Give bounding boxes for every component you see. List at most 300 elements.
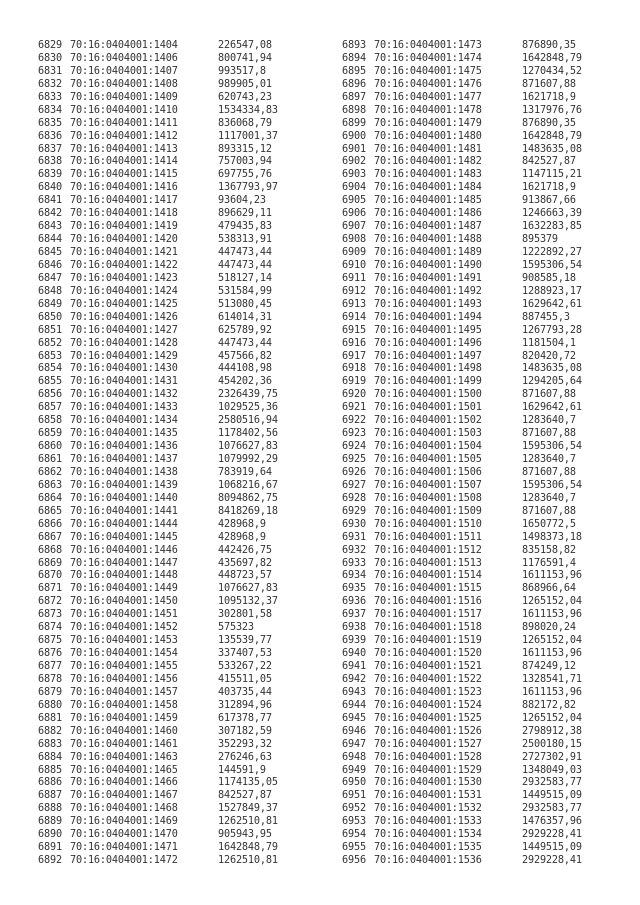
table-row [342, 415, 582, 428]
cadastral-value: 415511,05 [218, 673, 272, 685]
cadastral-number: 70:16:0404001:1431 [70, 376, 178, 388]
row-number: 6858 [38, 415, 62, 427]
row-number: 6872 [38, 596, 62, 608]
cadastral-value: 337407,53 [218, 648, 272, 660]
cadastral-number: 70:16:0404001:1438 [70, 466, 178, 478]
table-row [38, 480, 278, 493]
cadastral-value: 454202,36 [218, 376, 272, 388]
table-row [342, 777, 582, 790]
table-row [38, 583, 278, 596]
cadastral-value: 876890,35 [522, 117, 576, 129]
cadastral-number: 70:16:0404001:1419 [70, 221, 178, 233]
table-row [342, 105, 582, 118]
row-number: 6937 [342, 609, 366, 621]
table-row [38, 739, 278, 752]
cadastral-number: 70:16:0404001:1473 [374, 40, 482, 51]
table-row [38, 506, 278, 519]
cadastral-number: 70:16:0404001:1468 [70, 803, 178, 815]
cadastral-number: 70:16:0404001:1423 [70, 272, 178, 284]
table-row [38, 363, 278, 376]
row-number: 6895 [342, 65, 366, 77]
cadastral-value: 1076627,83 [218, 583, 278, 595]
row-number: 6864 [38, 492, 62, 504]
cadastral-value: 993517,8 [218, 65, 266, 77]
table-row [38, 519, 278, 532]
table-row [342, 700, 582, 713]
cadastral-value: 783919,64 [218, 466, 272, 478]
cadastral-value: 2932583,77 [522, 803, 582, 815]
cadastral-value: 2727302,91 [522, 751, 582, 763]
cadastral-value: 1328541,71 [522, 673, 582, 685]
cadastral-value: 1068216,67 [218, 479, 278, 491]
cadastral-number: 70:16:0404001:1500 [374, 389, 482, 401]
table-row [342, 40, 582, 53]
table-row [38, 221, 278, 234]
table-row [342, 855, 582, 868]
cadastral-number: 70:16:0404001:1506 [374, 466, 482, 478]
row-number: 6890 [38, 829, 62, 841]
row-number: 6839 [38, 169, 62, 181]
cadastral-value: 513080,45 [218, 298, 272, 310]
row-number: 6901 [342, 143, 366, 155]
cadastral-value: 538313,91 [218, 234, 272, 246]
row-number: 6873 [38, 609, 62, 621]
row-number: 6883 [38, 738, 62, 750]
cadastral-value: 1642848,79 [522, 130, 582, 142]
table-row [342, 713, 582, 726]
table-row [342, 609, 582, 622]
cadastral-number: 70:16:0404001:1424 [70, 285, 178, 297]
cadastral-value: 1595306,54 [522, 441, 582, 453]
row-number: 6868 [38, 544, 62, 556]
row-number: 6854 [38, 363, 62, 375]
table-row [342, 635, 582, 648]
cadastral-number: 70:16:0404001:1434 [70, 415, 178, 427]
cadastral-value: 1283640,7 [522, 415, 576, 427]
cadastral-value: 1095132,37 [218, 596, 278, 608]
row-number: 6856 [38, 389, 62, 401]
row-number: 6954 [342, 829, 366, 841]
cadastral-number: 70:16:0404001:1490 [374, 259, 482, 271]
cadastral-value: 908585,18 [522, 272, 576, 284]
cadastral-number: 70:16:0404001:1477 [374, 91, 482, 103]
cadastral-number: 70:16:0404001:1406 [70, 52, 178, 64]
cadastral-value: 871607,88 [522, 78, 576, 90]
cadastral-number: 70:16:0404001:1486 [374, 208, 482, 220]
cadastral-number: 70:16:0404001:1505 [374, 454, 482, 465]
cadastral-value: 479435,83 [218, 221, 272, 233]
cadastral-value: 1267793,28 [522, 324, 582, 336]
table-row [38, 441, 278, 454]
cadastral-number: 70:16:0404001:1516 [374, 596, 482, 608]
row-number: 6935 [342, 583, 366, 595]
cadastral-number: 70:16:0404001:1492 [374, 285, 482, 297]
cadastral-value: 1265152,04 [522, 635, 582, 647]
cadastral-value: 1449515,09 [522, 842, 582, 854]
row-number: 6863 [38, 479, 62, 491]
cadastral-number: 70:16:0404001:1452 [70, 622, 178, 634]
row-number: 6909 [342, 247, 366, 258]
row-number: 6843 [38, 221, 62, 233]
row-number: 6861 [38, 454, 62, 465]
cadastral-value: 575323 [218, 622, 254, 634]
table-row [342, 674, 582, 687]
cadastral-number: 70:16:0404001:1410 [70, 104, 178, 116]
cadastral-value: 1483635,08 [522, 363, 582, 375]
cadastral-value: 614014,31 [218, 311, 272, 323]
cadastral-number: 70:16:0404001:1445 [70, 531, 178, 543]
cadastral-number: 70:16:0404001:1420 [70, 234, 178, 246]
cadastral-number: 70:16:0404001:1496 [374, 337, 482, 349]
cadastral-value: 868966,64 [522, 583, 576, 595]
cadastral-number: 70:16:0404001:1510 [374, 518, 482, 530]
row-number: 6855 [38, 376, 62, 388]
cadastral-number: 70:16:0404001:1408 [70, 78, 178, 90]
row-number: 6876 [38, 648, 62, 660]
cadastral-value: 533267,22 [218, 661, 272, 672]
cadastral-value: 447473,44 [218, 247, 272, 258]
table-row [342, 53, 582, 66]
row-number: 6848 [38, 285, 62, 297]
row-number: 6923 [342, 428, 366, 440]
cadastral-value: 1483635,08 [522, 143, 582, 155]
cadastral-number: 70:16:0404001:1484 [374, 182, 482, 194]
table-row [38, 726, 278, 739]
table-row [342, 351, 582, 364]
row-number: 6907 [342, 221, 366, 233]
cadastral-value: 1029525,36 [218, 402, 278, 414]
row-number: 6892 [38, 855, 62, 867]
row-number: 6938 [342, 622, 366, 634]
cadastral-value: 1611153,96 [522, 609, 582, 621]
cadastral-number: 70:16:0404001:1528 [374, 751, 482, 763]
cadastral-number: 70:16:0404001:1529 [374, 764, 482, 776]
row-number: 6933 [342, 557, 366, 569]
cadastral-value: 1629642,61 [522, 298, 582, 310]
cadastral-value: 2929228,41 [522, 829, 582, 841]
row-number: 6955 [342, 842, 366, 854]
cadastral-value: 444108,98 [218, 363, 272, 375]
cadastral-number: 70:16:0404001:1526 [374, 725, 482, 737]
cadastral-value: 905943,95 [218, 829, 272, 841]
row-number: 6926 [342, 466, 366, 478]
row-number: 6930 [342, 518, 366, 530]
table-row [342, 519, 582, 532]
row-number: 6833 [38, 91, 62, 103]
cadastral-value: 428968,9 [218, 531, 266, 543]
table-row [38, 402, 278, 415]
row-number: 6829 [38, 40, 62, 51]
cadastral-number: 70:16:0404001:1524 [374, 699, 482, 711]
cadastral-number: 70:16:0404001:1461 [70, 738, 178, 750]
cadastral-value: 276246,63 [218, 751, 272, 763]
cadastral-number: 70:16:0404001:1475 [374, 65, 482, 77]
cadastral-value: 1476357,96 [522, 816, 582, 828]
cadastral-value: 1367793,97 [218, 182, 278, 194]
cadastral-number: 70:16:0404001:1433 [70, 402, 178, 414]
row-number: 6841 [38, 195, 62, 207]
cadastral-number: 70:16:0404001:1416 [70, 182, 178, 194]
cadastral-number: 70:16:0404001:1507 [374, 479, 482, 491]
row-number: 6922 [342, 415, 366, 427]
cadastral-value: 93604,23 [218, 195, 266, 207]
cadastral-value: 226547,08 [218, 40, 272, 51]
row-number: 6850 [38, 311, 62, 323]
cadastral-value: 1181504,1 [522, 337, 576, 349]
row-number: 6904 [342, 182, 366, 194]
table-row [38, 53, 278, 66]
cadastral-value: 144591,9 [218, 764, 266, 776]
cadastral-value: 871607,88 [522, 389, 576, 401]
cadastral-number: 70:16:0404001:1411 [70, 117, 178, 129]
table-row [342, 816, 582, 829]
table-row [342, 428, 582, 441]
row-number: 6953 [342, 816, 366, 828]
row-number: 6847 [38, 272, 62, 284]
cadastral-value: 871607,88 [522, 428, 576, 440]
cadastral-value: 1265152,04 [522, 712, 582, 724]
table-row [342, 532, 582, 545]
table-row [342, 79, 582, 92]
row-number: 6893 [342, 40, 366, 51]
cadastral-number: 70:16:0404001:1531 [374, 790, 482, 802]
cadastral-value: 1632283,85 [522, 221, 582, 233]
row-number: 6887 [38, 790, 62, 802]
row-number: 6884 [38, 751, 62, 763]
cadastral-value: 893315,12 [218, 143, 272, 155]
row-number: 6947 [342, 738, 366, 750]
cadastral-value: 2798912,38 [522, 725, 582, 737]
table-row [38, 713, 278, 726]
cadastral-number: 70:16:0404001:1515 [374, 583, 482, 595]
cadastral-value: 1076627,83 [218, 441, 278, 453]
table-row [38, 92, 278, 105]
cadastral-value: 876890,35 [522, 40, 576, 51]
row-number: 6830 [38, 52, 62, 64]
table-row [38, 66, 278, 79]
table-row [38, 454, 278, 467]
cadastral-value: 448723,57 [218, 570, 272, 582]
cadastral-number: 70:16:0404001:1530 [374, 777, 482, 789]
table-row [342, 480, 582, 493]
table-row [38, 765, 278, 778]
table-row [38, 286, 278, 299]
cadastral-number: 70:16:0404001:1481 [374, 143, 482, 155]
cadastral-number: 70:16:0404001:1456 [70, 673, 178, 685]
cadastral-number: 70:16:0404001:1471 [70, 842, 178, 854]
cadastral-number: 70:16:0404001:1432 [70, 389, 178, 401]
table-row [38, 105, 278, 118]
cadastral-value: 447473,44 [218, 337, 272, 349]
cadastral-number: 70:16:0404001:1527 [374, 738, 482, 750]
cadastral-number: 70:16:0404001:1533 [374, 816, 482, 828]
table-row [342, 92, 582, 105]
cadastral-value: 1498373,18 [522, 531, 582, 543]
cadastral-value: 135539,77 [218, 635, 272, 647]
table-row [38, 247, 278, 260]
row-number: 6888 [38, 803, 62, 815]
table-row [342, 338, 582, 351]
table-row [342, 286, 582, 299]
cadastral-number: 70:16:0404001:1429 [70, 350, 178, 362]
cadastral-number: 70:16:0404001:1458 [70, 699, 178, 711]
cadastral-value: 874249,12 [522, 661, 576, 672]
cadastral-value: 617378,77 [218, 712, 272, 724]
cadastral-value: 531584,99 [218, 285, 272, 297]
row-number: 6836 [38, 130, 62, 142]
table-row [342, 441, 582, 454]
cadastral-number: 70:16:0404001:1522 [374, 673, 482, 685]
row-number: 6912 [342, 285, 366, 297]
cadastral-value: 1611153,96 [522, 648, 582, 660]
cadastral-number: 70:16:0404001:1469 [70, 816, 178, 828]
table-row [38, 532, 278, 545]
cadastral-number: 70:16:0404001:1463 [70, 751, 178, 763]
table-row [38, 312, 278, 325]
cadastral-number: 70:16:0404001:1493 [374, 298, 482, 310]
row-number: 6948 [342, 751, 366, 763]
cadastral-value: 1178402,56 [218, 428, 278, 440]
row-number: 6934 [342, 570, 366, 582]
row-number: 6921 [342, 402, 366, 414]
row-number: 6917 [342, 350, 366, 362]
row-number: 6925 [342, 454, 366, 465]
row-number: 6950 [342, 777, 366, 789]
table-row [38, 790, 278, 803]
table-row [38, 842, 278, 855]
table-row [342, 376, 582, 389]
table-row [38, 661, 278, 674]
row-number: 6844 [38, 234, 62, 246]
cadastral-number: 70:16:0404001:1512 [374, 544, 482, 556]
row-number: 6945 [342, 712, 366, 724]
row-number: 6840 [38, 182, 62, 194]
row-number: 6849 [38, 298, 62, 310]
cadastral-number: 70:16:0404001:1518 [374, 622, 482, 634]
cadastral-number: 70:16:0404001:1501 [374, 402, 482, 414]
row-number: 6910 [342, 259, 366, 271]
cadastral-value: 871607,88 [522, 505, 576, 517]
cadastral-value: 1283640,7 [522, 492, 576, 504]
table-row [342, 648, 582, 661]
table-row [342, 467, 582, 480]
cadastral-number: 70:16:0404001:1421 [70, 247, 178, 258]
cadastral-value: 1283640,7 [522, 454, 576, 465]
row-number: 6936 [342, 596, 366, 608]
cadastral-value: 1621718,9 [522, 182, 576, 194]
cadastral-number: 70:16:0404001:1485 [374, 195, 482, 207]
row-number: 6899 [342, 117, 366, 129]
cadastral-value: 1348049,03 [522, 764, 582, 776]
cadastral-value: 1288923,17 [522, 285, 582, 297]
cadastral-value: 913867,66 [522, 195, 576, 207]
row-number: 6900 [342, 130, 366, 142]
row-number: 6862 [38, 466, 62, 478]
table-row [342, 156, 582, 169]
row-number: 6905 [342, 195, 366, 207]
row-number: 6902 [342, 156, 366, 168]
row-number: 6920 [342, 389, 366, 401]
table-row [38, 777, 278, 790]
cadastral-number: 70:16:0404001:1509 [374, 505, 482, 517]
cadastral-number: 70:16:0404001:1436 [70, 441, 178, 453]
table-row [38, 144, 278, 157]
table-row [38, 855, 278, 868]
cadastral-number: 70:16:0404001:1519 [374, 635, 482, 647]
table-row [342, 363, 582, 376]
table-row [38, 674, 278, 687]
table-row [38, 389, 278, 402]
table-row [38, 156, 278, 169]
row-number: 6834 [38, 104, 62, 116]
cadastral-number: 70:16:0404001:1536 [374, 855, 482, 867]
cadastral-number: 70:16:0404001:1437 [70, 454, 178, 465]
cadastral-number: 70:16:0404001:1444 [70, 518, 178, 530]
table-row [342, 144, 582, 157]
table-row [342, 596, 582, 609]
table-row [342, 325, 582, 338]
row-number: 6851 [38, 324, 62, 336]
row-number: 6871 [38, 583, 62, 595]
table-row [38, 118, 278, 131]
row-number: 6867 [38, 531, 62, 543]
row-number: 6832 [38, 78, 62, 90]
cadastral-value: 403735,44 [218, 686, 272, 698]
table-row [342, 195, 582, 208]
cadastral-number: 70:16:0404001:1535 [374, 842, 482, 854]
cadastral-number: 70:16:0404001:1498 [374, 363, 482, 375]
cadastral-value: 1595306,54 [522, 479, 582, 491]
table-row [342, 234, 582, 247]
cadastral-value: 620743,23 [218, 91, 272, 103]
cadastral-value: 1117001,37 [218, 130, 278, 142]
cadastral-value: 896629,11 [218, 208, 272, 220]
cadastral-value: 882172,82 [522, 699, 576, 711]
cadastral-value: 1079992,29 [218, 454, 278, 465]
cadastral-number: 70:16:0404001:1454 [70, 648, 178, 660]
cadastral-number: 70:16:0404001:1435 [70, 428, 178, 440]
table-row [342, 687, 582, 700]
cadastral-value: 1611153,96 [522, 570, 582, 582]
table-row [38, 558, 278, 571]
cadastral-number: 70:16:0404001:1520 [374, 648, 482, 660]
cadastral-value: 757003,94 [218, 156, 272, 168]
table-row [38, 816, 278, 829]
cadastral-value: 312894,96 [218, 699, 272, 711]
row-number: 6908 [342, 234, 366, 246]
cadastral-number: 70:16:0404001:1457 [70, 686, 178, 698]
cadastral-value: 1642848,79 [522, 52, 582, 64]
table-row [342, 726, 582, 739]
row-number: 6927 [342, 479, 366, 491]
row-number: 6866 [38, 518, 62, 530]
cadastral-number: 70:16:0404001:1466 [70, 777, 178, 789]
row-number: 6897 [342, 91, 366, 103]
cadastral-number: 70:16:0404001:1439 [70, 479, 178, 491]
cadastral-number: 70:16:0404001:1532 [374, 803, 482, 815]
table-row [342, 182, 582, 195]
row-number: 6944 [342, 699, 366, 711]
row-number: 6941 [342, 661, 366, 672]
row-number: 6939 [342, 635, 366, 647]
cadastral-value: 2500180,15 [522, 738, 582, 750]
cadastral-value: 1246663,39 [522, 208, 582, 220]
cadastral-value: 1629642,61 [522, 402, 582, 414]
table-row [38, 428, 278, 441]
cadastral-number: 70:16:0404001:1491 [374, 272, 482, 284]
table-row [38, 570, 278, 583]
table-row [342, 299, 582, 312]
